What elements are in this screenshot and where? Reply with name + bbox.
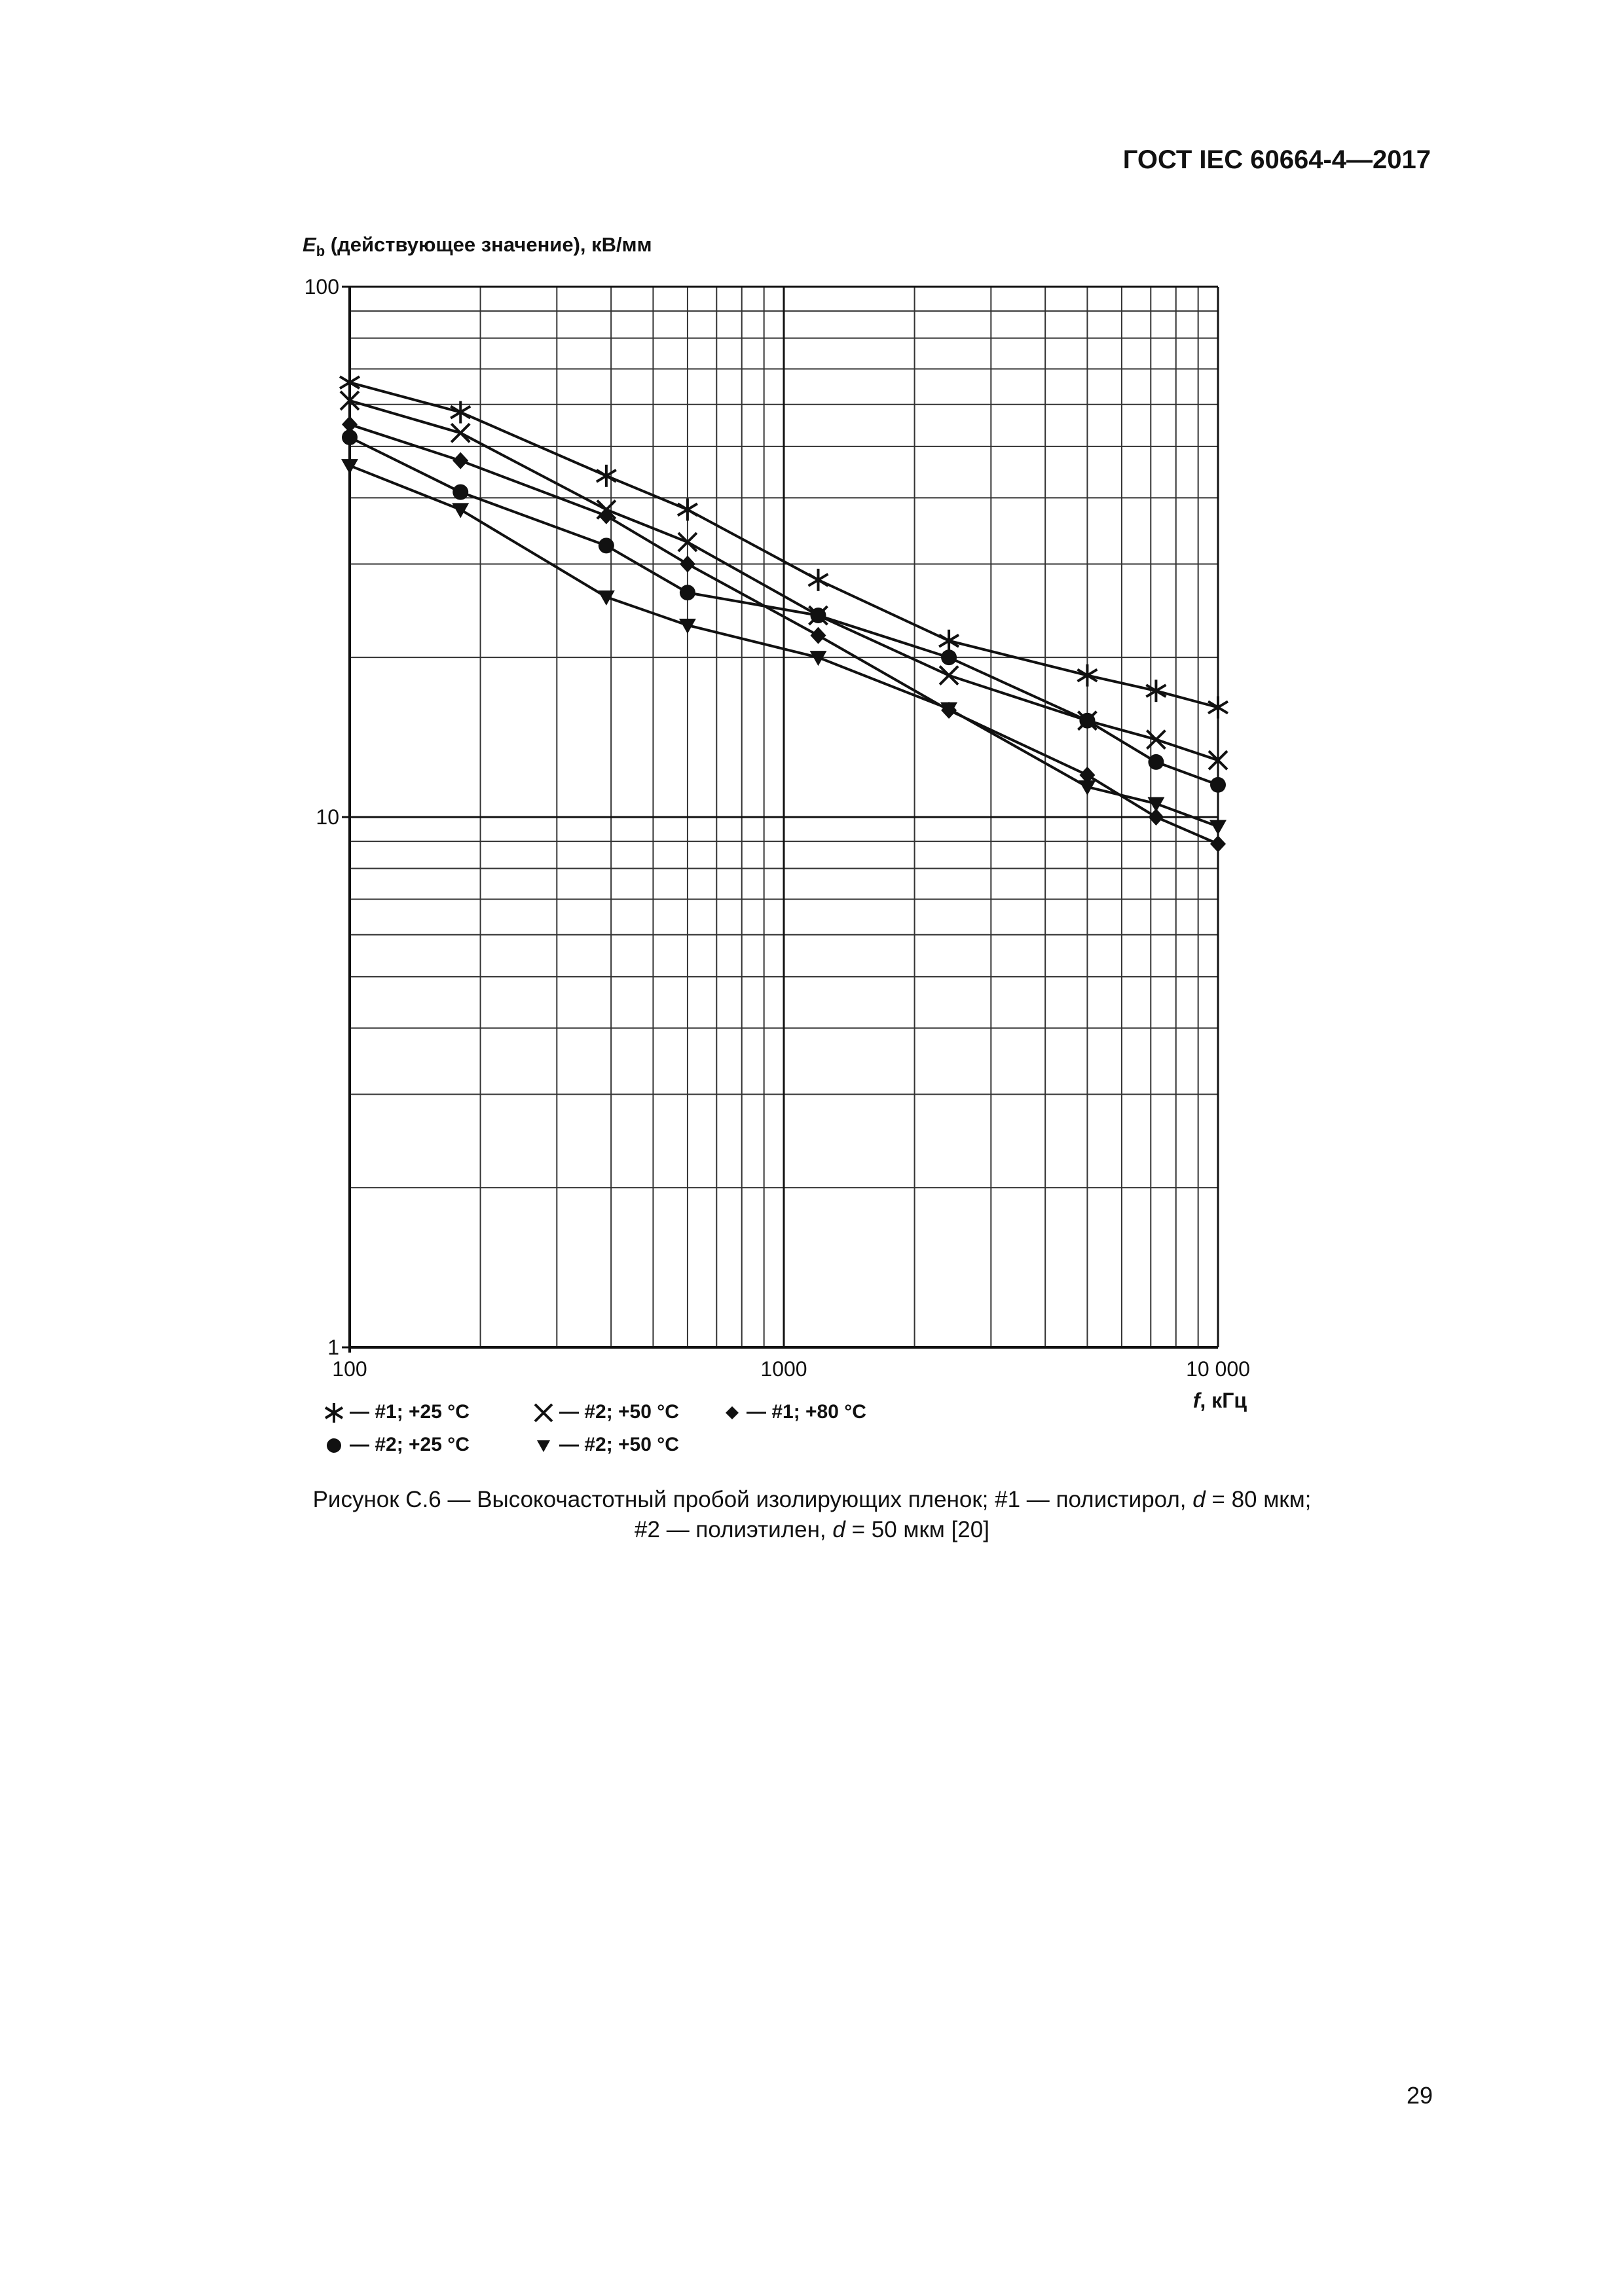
page-header: ГОСТ IEC 60664-4—2017: [1122, 145, 1431, 174]
legend-label-s4: — #2; +25 °C: [350, 1434, 470, 1455]
legend-label-s2: — #2; +50 °C: [559, 1401, 679, 1423]
data-point-s1-1: [340, 371, 360, 393]
triangle-down-icon: [532, 1434, 555, 1457]
y-axis-title-text: (действующее значение), кВ/мм: [325, 233, 652, 256]
figure-caption: [0, 1485, 1624, 1545]
x-axis-label: [1193, 1389, 1247, 1412]
caption-variable: d: [832, 1517, 845, 1542]
caption-line-1: [0, 1485, 1624, 1515]
data-point-s4-9: [1210, 777, 1226, 793]
data-point-s5-2: [452, 503, 469, 518]
data-point-s3-5: [810, 627, 826, 644]
legend-item-s5: [532, 1434, 679, 1457]
legend-item-s1: [322, 1401, 470, 1425]
data-point-s4-4: [680, 585, 695, 600]
legend-item-s3: [722, 1401, 866, 1425]
legend-label-s1: — #1; +25 °C: [350, 1401, 470, 1423]
data-point-s2-6: [940, 666, 958, 685]
y-axis-subscript: b: [316, 243, 325, 260]
caption-text: Рисунок С.6 — Высокочастотный пробой изолирующих пленок; #1 — полистирол,: [312, 1487, 1193, 1512]
x-tick-label: 100: [332, 1357, 367, 1381]
legend-label-s3: — #1; +80 °C: [747, 1401, 866, 1423]
y-tick-label: 100: [304, 275, 339, 299]
caption-variable: d: [1192, 1487, 1206, 1512]
y-tick-label: 1: [327, 1336, 339, 1359]
data-point-s1-7: [1077, 665, 1097, 687]
asterisk-icon: [322, 1401, 346, 1425]
data-point-s4-5: [810, 608, 826, 623]
data-point-s4-7: [1079, 713, 1095, 729]
data-point-s1-6: [939, 630, 959, 652]
legend-label-s5: — #2; +50 °C: [559, 1434, 679, 1455]
legend-item-s2: [532, 1401, 679, 1425]
data-point-s3-2: [452, 452, 468, 469]
data-point-s3-9: [1210, 835, 1226, 852]
caption-text: = 80 мкм;: [1205, 1487, 1312, 1512]
data-point-s1-5: [808, 569, 828, 591]
data-point-s2-2: [451, 424, 470, 442]
data-point-s3-3: [599, 507, 614, 524]
y-axis-symbol: E: [303, 233, 316, 256]
data-point-s1-3: [597, 465, 616, 487]
data-point-s1-9: [1208, 696, 1228, 718]
x-cross-icon: [532, 1401, 555, 1425]
data-point-s4-1: [342, 429, 358, 445]
caption-text: #2 — полиэтилен,: [635, 1517, 833, 1542]
data-point-s4-2: [452, 484, 468, 500]
data-point-s3-4: [680, 556, 695, 573]
x-tick-label: 1000: [760, 1357, 807, 1381]
y-tick-label: 10: [316, 805, 339, 829]
filled-circle-icon: [322, 1434, 346, 1457]
page-number: 29: [1406, 2082, 1433, 2109]
diamond-icon: [722, 1401, 743, 1425]
x-axis-symbol: f: [1192, 1389, 1200, 1412]
x-tick-label: 10 000: [1186, 1357, 1250, 1381]
data-point-s2-8: [1147, 731, 1165, 749]
data-point-s1-4: [678, 498, 697, 520]
caption-line-2: [0, 1515, 1624, 1545]
data-point-s5-9: [1209, 820, 1227, 835]
legend-item-s4: [322, 1434, 470, 1457]
x-axis-unit: , кГц: [1200, 1389, 1247, 1412]
data-point-s4-3: [599, 538, 614, 553]
data-point-s1-8: [1146, 680, 1166, 702]
caption-text: = 50 мкм [20]: [845, 1517, 989, 1542]
data-point-s4-8: [1148, 754, 1164, 770]
data-point-s4-6: [941, 649, 957, 665]
